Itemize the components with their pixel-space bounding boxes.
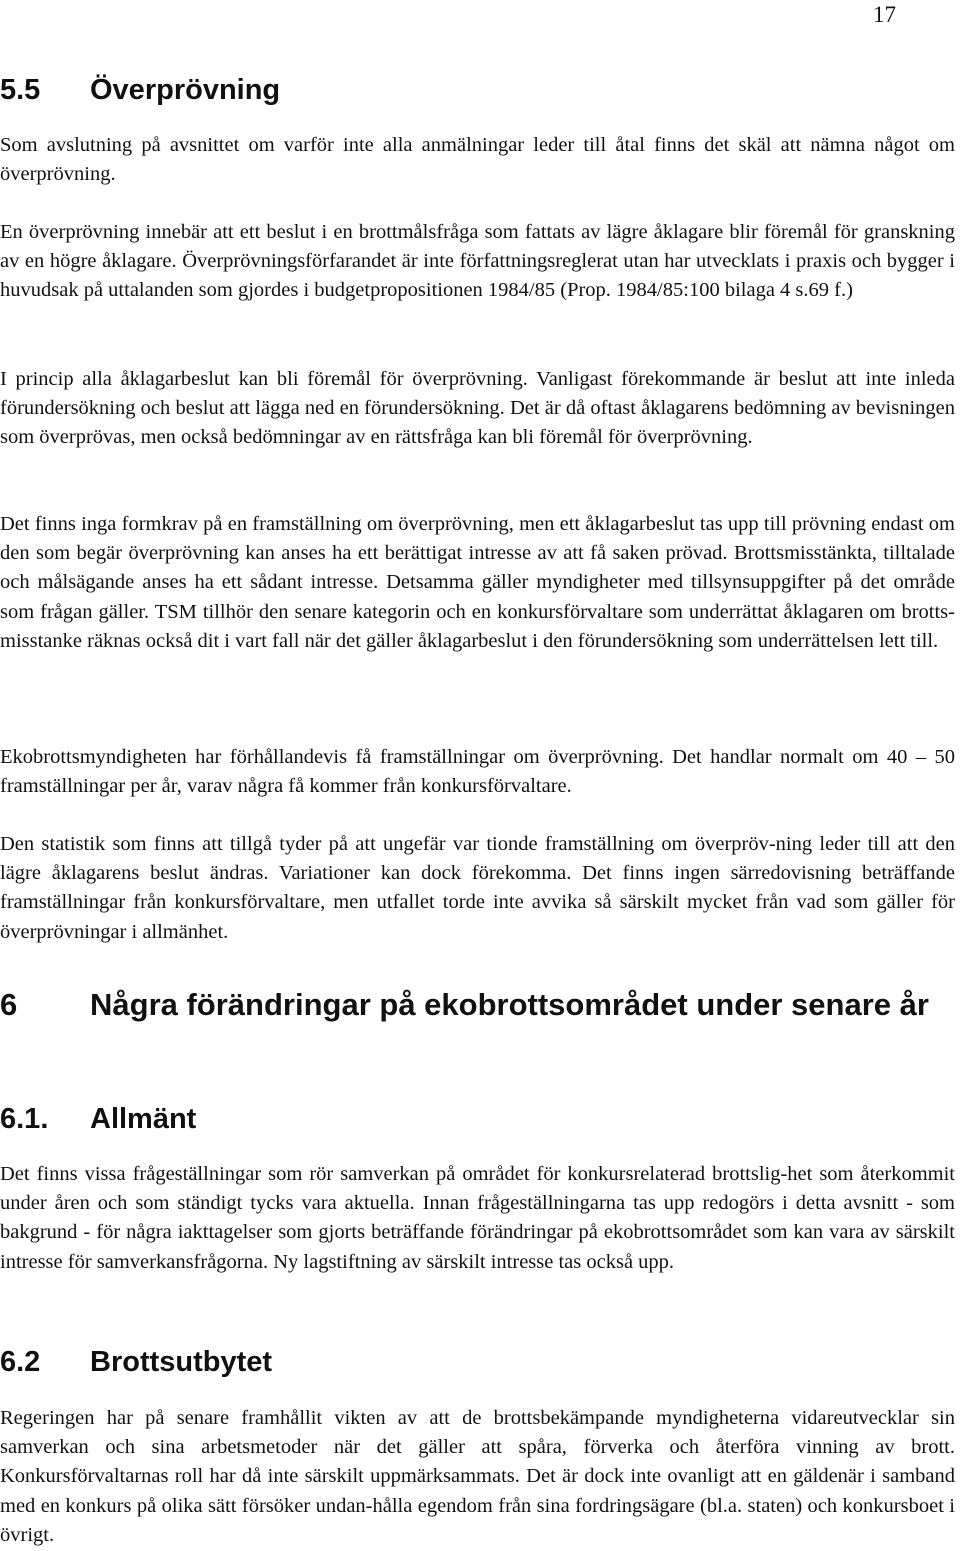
paragraph: Det finns inga formkrav på en framställning om överprövning, men ett åklagarbeslut tas upp till prövning endast om den som begär överprövning kan anses ha ett berättigat intresse av att få saken prövad. Brottsmisstänkta, tilltalade och målsägande anses ha ett sådant intresse. Detsamma gäller myndigheter med tillsynsuppgifter på det område som frågan gäller. TSM tillhör den senare kategorin och en konkursförvaltare som underrättat åklagaren om brotts-misstanke räknas också dit i vart fall när det gäller åklagarbeslut i den förundersökning som underrättelsen lett till.: [0, 513, 955, 652]
section-number: 6.1.: [0, 1103, 49, 1135]
section-5-5-heading: [0, 72, 280, 108]
section-6-2-heading: [0, 1344, 272, 1380]
paragraph: En överprövning innebär att ett beslut i en brottmålsfråga som fattats av lägre åklagare blir föremål för granskning av en högre åklagare. Överprövningsförfarandet är inte författningsreglerat utan har utvecklats i praxis och bygger i huvudsak på uttalanden som gjordes i budgetpropositionen 1984/85 (Prop. 1984/85:100 bilaga 4 s.69 f.): [0, 221, 955, 302]
paragraph: Regeringen har på senare framhållit vikten av att de brottsbekämpande myndigheterna vidareutvecklar sin samverkan och sina arbetsmetoder när det gäller att spåra, förverka och återföra vinning av brott. Konkursförvaltarnas roll har då inte särskilt uppmärksammats. Det är dock inte ovanligt att en gäldenär i samband med en konkurs på olika sätt försöker undan-hålla egendom från sina fordringsägare (bl.a. staten) och konkursboet i övrigt.: [0, 1407, 955, 1546]
paragraph: I princip alla åklagarbeslut kan bli föremål för överprövning. Vanligast förekommande är beslut att inte inleda förundersökning och beslut att lägga ned en förundersökning. Det är då oftast åklagarens bedömning av bevisningen som överprövas, men också bedömningar av en rättsfråga kan bli föremål för överprövning.: [0, 368, 955, 449]
section-number: 5.5: [0, 74, 41, 106]
section-title: Överprövning: [90, 74, 281, 106]
page-number: 17: [873, 2, 896, 27]
paragraph: Som avslutning på avsnittet om varför inte alla anmälningar leder till åtal finns det skäl att nämna något om överprövning.: [0, 134, 955, 186]
paragraph: Det finns vissa frågeställningar som rör samverkan på området för konkursrelaterad brottslig-het som återkommit under åren och som ständigt tycks vara aktuella. Innan frågeställningarna tas upp redogörs i detta avsnitt - som bakgrund - för några iakttagelser som gjorts beträffande förändringar på ekobrottsområdet som kan vara av särskilt intresse för samverkansfrågorna. Ny lagstiftning av särskilt intresse tas också upp.: [0, 1163, 955, 1273]
section-number: 6.2: [0, 1346, 41, 1378]
paragraph: Den statistik som finns att tillgå tyder på att ungefär var tionde framställning om överpröv-ning leder till att den lägre åklagarens beslut ändras. Variationer kan dock förekomma. Det finns ingen särredovisning beträffande framställningar från konkursförvaltare, men utfallet torde inte avvika så särskilt mycket från vad som gäller för överprövningar i allmänhet.: [0, 833, 955, 943]
paragraph: Ekobrottsmyndigheten har förhållandevis få framställningar om överprövning. Det handlar normalt om 40 – 50 framställningar per år, varav några få kommer från konkursförvaltare.: [0, 746, 955, 798]
section-title: Brottsutbytet: [90, 1346, 273, 1378]
section-6-1-heading: [0, 1101, 196, 1137]
section-number: 6: [0, 987, 18, 1022]
section-title: Allmänt: [90, 1103, 197, 1135]
section-6-heading: [0, 986, 945, 1024]
section-title: Några förändringar på ekobrottsområdet under senare år: [90, 987, 929, 1022]
